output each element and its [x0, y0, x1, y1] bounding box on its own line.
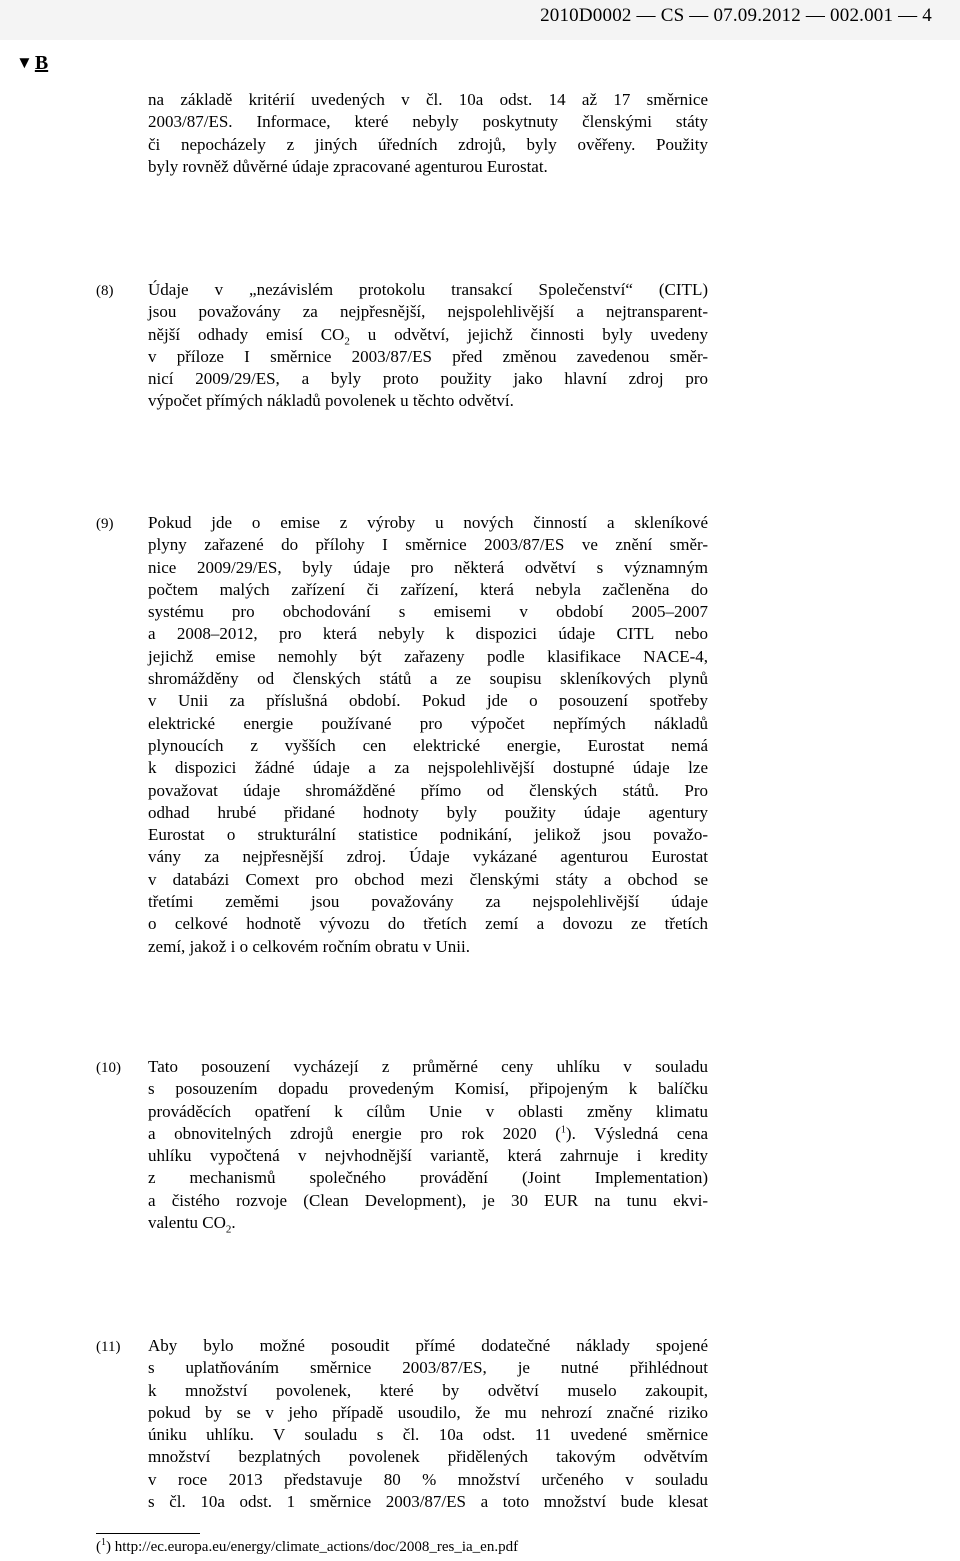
text-line: uhlíku vypočtená v nejvhodnější variantě, která zahrnuje i kredity: [148, 1146, 708, 1166]
footnote: [96, 1537, 518, 1557]
text-fragment: ). Výsledná cena: [565, 1123, 708, 1143]
text-line: či nepocházely z jiných úředních zdrojů, byly ověřeny. Použity: [148, 134, 708, 154]
text-line: [148, 1123, 708, 1145]
paragraph-9: [148, 512, 708, 958]
text-line: prováděcích opatření k cílům Unie v oblasti změny klimatu: [148, 1101, 708, 1121]
text-line: pokud by se v jeho případě usoudilo, že mu nehrozí značné riziko: [148, 1402, 708, 1422]
paragraph-11: [148, 1335, 708, 1513]
text-line: Pokud jde o emise z výroby u nových činností a skleníkové: [148, 513, 708, 532]
text-line: o celkové hodnotě vývozu do třetích zemí a dovozu ze třetích: [148, 914, 708, 934]
text-line: [148, 1212, 708, 1234]
text-line: vány za nejpřesnější zdroj. Údaje vykázané agenturou Eurostat: [148, 847, 708, 867]
text-line: výpočet přímých nákladů povolenek u těchto odvětví.: [148, 391, 514, 411]
text-line: shromážděny od členských států a ze soupisu skleníkových plynů: [148, 669, 708, 689]
text-line: systému pro obchodování s emisemi v období 2005–2007: [148, 602, 708, 622]
header-bar: [0, 0, 960, 40]
text-line: k dispozici žádné údaje a za nejspolehlivější dostupné údaje lze: [148, 758, 708, 778]
text-line: nice 2009/29/ES, byly údaje pro některá odvětví s významným: [148, 557, 708, 577]
document-reference: 2010D0002 — CS — 07.09.2012 — 002.001 — 4: [540, 5, 932, 26]
paragraph-number: (8): [96, 283, 114, 299]
text-line: s uplatňováním směrnice 2003/87/ES, je nutné přihlédnout: [148, 1358, 708, 1378]
text-line: na základě kritérií uvedených v čl. 10a odst. 14 až 17 směrnice: [148, 90, 708, 109]
text-line: byly rovněž důvěrné údaje zpracované agenturou Eurostat.: [148, 156, 548, 176]
text-line: k množství povolenek, které by odvětví muselo zakoupit,: [148, 1380, 708, 1400]
intro-paragraph: [148, 89, 708, 178]
text-line: 2003/87/ES. Informace, které nebyly poskytnuty členskými státy: [148, 112, 708, 132]
text-fragment: a obnovitelných zdrojů energie pro rok 2020 (: [148, 1123, 561, 1143]
amendment-marker: [16, 52, 48, 75]
text-line: jejichž emise nemohly být zařazeny podle klasifikace NACE-4,: [148, 646, 708, 666]
text-fragment: u odvětví, jejichž činnosti byly uvedeny: [367, 324, 709, 344]
subscript: 2: [344, 334, 350, 347]
text-line: s čl. 10a odst. 1 směrnice 2003/87/ES a toto množství bude klesat: [148, 1492, 708, 1512]
text-line: Aby bylo možné posoudit přímé dodatečné náklady spojené: [148, 1336, 708, 1355]
subscript: 2: [225, 1223, 232, 1236]
footnote-open-paren: (: [96, 1539, 101, 1555]
footnote-marker: 1: [101, 1537, 106, 1548]
text-line: množství bezplatných povolenek přidělených takovým odvětvím: [148, 1447, 708, 1467]
text-line: [148, 324, 708, 346]
text-line: v příloze I směrnice 2003/87/ES před změnou zavedenou směr-: [148, 346, 708, 366]
text-line: plyny zařazené do přílohy I směrnice 2003/87/ES ve znění směr-: [148, 535, 708, 555]
paragraph-10: [148, 1056, 708, 1234]
text-line: v roce 2013 představuje 80 % množství určeného v souladu: [148, 1469, 708, 1489]
footnote-close-paren: ): [106, 1539, 111, 1555]
text-line: plynoucích z vyšších cen elektrické energie, Eurostat nemá: [148, 735, 708, 755]
text-line: Eurostat o strukturální statistice podnikání, jelikož jsou považo-: [148, 825, 708, 845]
paragraph-8: [148, 279, 708, 413]
text-line: Tato posouzení vycházejí z průměrné ceny uhlíku v souladu: [148, 1057, 708, 1076]
triangle-down-icon: ▼: [16, 52, 33, 72]
text-line: s posouzením dopadu provedeným Komisí, připojeným k balíčku: [148, 1079, 708, 1099]
text-line: v Unii za příslušná období. Pokud jde o posouzení spotřeby: [148, 691, 708, 711]
text-line: počtem malých zařízení či zařízení, která nebyla začleněna do: [148, 579, 708, 599]
text-fragment: nější odhady emisí CO: [148, 324, 345, 344]
footnote-reference[interactable]: 1: [560, 1124, 566, 1136]
text-line: z mechanismů společného provádění (Joint Implementation): [148, 1168, 708, 1188]
footnote-divider: [96, 1533, 200, 1534]
paragraph-number: (10): [96, 1060, 121, 1076]
paragraph-number: (9): [96, 516, 114, 532]
text-line: nicí 2009/29/ES, a byly proto použity jako hlavní zdroj pro: [148, 369, 708, 389]
text-line: odhad hrubé přidané hodnoty byly použity údaje agentury: [148, 802, 708, 822]
text-line: zemí, jakož i o celkovém ročním obratu v Unii.: [148, 936, 470, 956]
text-line: v databázi Comext pro obchod mezi členskými státy a obchod se: [148, 869, 708, 889]
text-line: elektrické energie používané pro výpočet nepřímých nákladů: [148, 713, 708, 733]
text-fragment: valentu CO: [148, 1213, 226, 1233]
footnote-link[interactable]: http://ec.europa.eu/energy/climate_actions/doc/2008_res_ia_en.pdf: [114, 1539, 519, 1555]
text-line: a čistého rozvoje (Clean Development), je 30 EUR na tunu ekvi-: [148, 1190, 708, 1210]
paragraph-number: (11): [96, 1339, 121, 1355]
text-line: úniku uhlíku. V souladu s čl. 10a odst. 11 uvedené směrnice: [148, 1425, 708, 1445]
text-fragment: .: [231, 1213, 236, 1233]
text-line: považovat údaje shromážděné přímo od členských států. Pro: [148, 780, 708, 800]
text-line: třetími zeměmi jsou považovány za nejspolehlivější údaje: [148, 892, 708, 912]
text-line: jsou považovány za nejpřesnější, nejspolehlivější a nejtransparent-: [148, 302, 708, 322]
amendment-label: B: [34, 52, 49, 74]
text-line: Údaje v „nezávislém protokolu transakcí Společenství“ (CITL): [148, 280, 708, 299]
text-line: a 2008–2012, pro která nebyly k dispozici údaje CITL nebo: [148, 624, 708, 644]
